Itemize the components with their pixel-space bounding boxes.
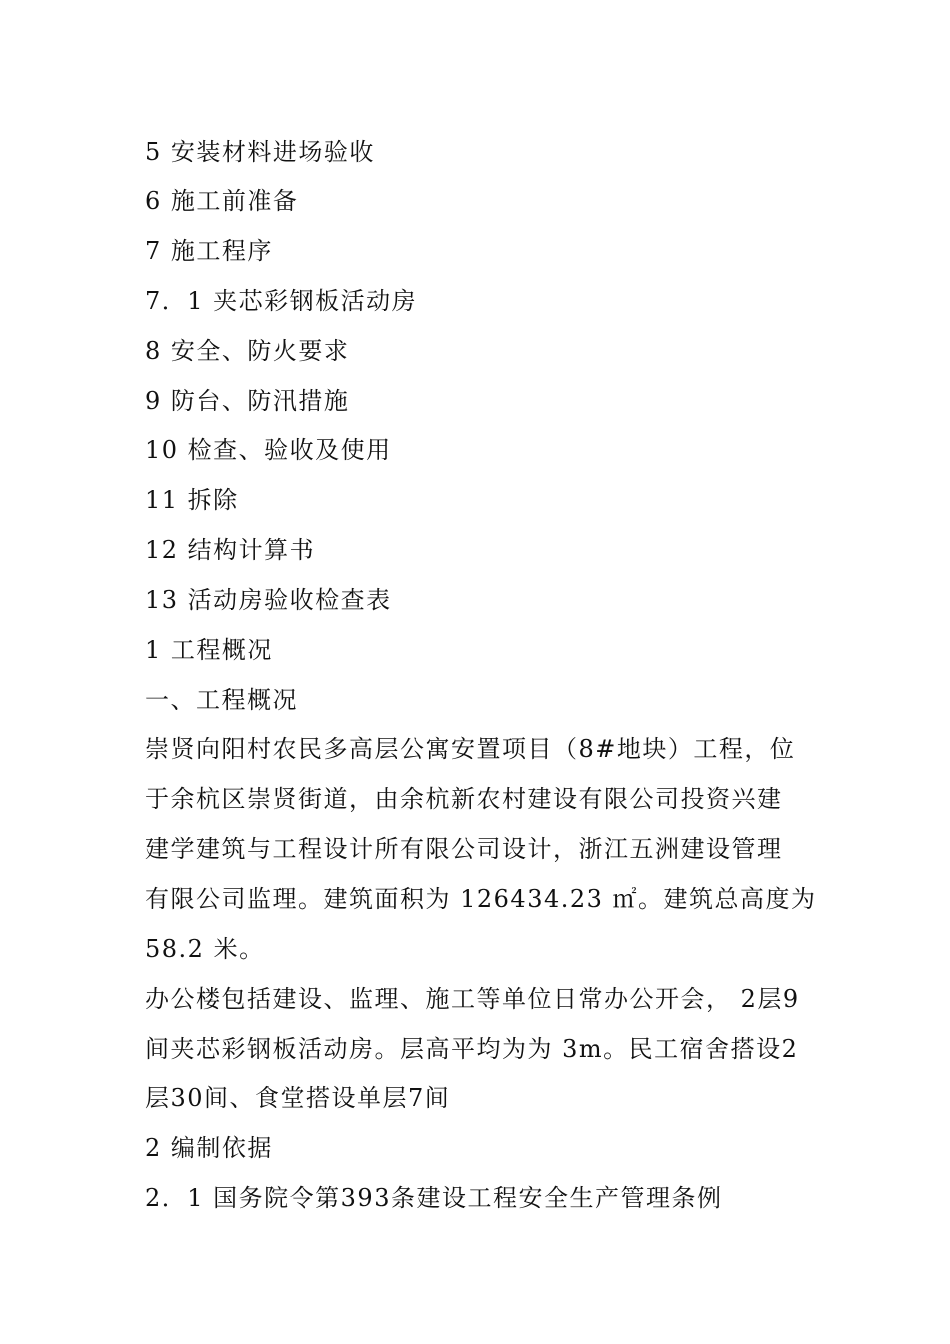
paragraph-1-line-2: 于余杭区崇贤街道，由余杭新农村建设有限公司投资兴建 — [145, 785, 783, 813]
toc-item-5: 5 安装材料进场验收 — [145, 138, 375, 166]
paragraph-1-line-1: 崇贤向阳村农民多高层公寓安置项目（8#地块）工程，位 — [145, 735, 796, 763]
toc-item-6: 6 施工前准备 — [145, 187, 299, 215]
paragraph-1-line-3: 建学建筑与工程设计所有限公司设计，浙江五洲建设管理 — [145, 835, 783, 863]
paragraph-1-line-4: 有限公司监理。建筑面积为 126434.23 ㎡。建筑总高度为 — [145, 885, 817, 913]
paragraph-2-line-3: 层30间、食堂搭设单层7间 — [145, 1084, 451, 1112]
paragraph-1-line-5: 58.2 米。 — [145, 935, 265, 963]
toc-item-11: 11 拆除 — [145, 486, 239, 514]
toc-item-12: 12 结构计算书 — [145, 536, 316, 564]
paragraph-2-line-2: 间夹芯彩钢板活动房。层高平均为为 3m。民工宿舍搭设2 — [145, 1035, 799, 1063]
section-1-subheading: 一、工程概况 — [145, 686, 298, 714]
toc-item-9: 9 防台、防汛措施 — [145, 387, 350, 415]
section-2-heading: 2 编制依据 — [145, 1134, 273, 1162]
toc-item-8: 8 安全、防火要求 — [145, 337, 350, 365]
toc-item-7: 7 施工程序 — [145, 237, 273, 265]
section-2-item-1: 2．1 国务院令第393条建设工程安全生产管理条例 — [145, 1184, 723, 1212]
paragraph-2-line-1: 办公楼包括建设、监理、施工等单位日常办公开会， 2层9 — [145, 985, 800, 1013]
toc-item-7-1: 7．1 夹芯彩钢板活动房 — [145, 287, 418, 315]
toc-item-13: 13 活动房验收检查表 — [145, 586, 392, 614]
section-1-heading: 1 工程概况 — [145, 636, 273, 664]
toc-item-10: 10 检查、验收及使用 — [145, 436, 392, 464]
